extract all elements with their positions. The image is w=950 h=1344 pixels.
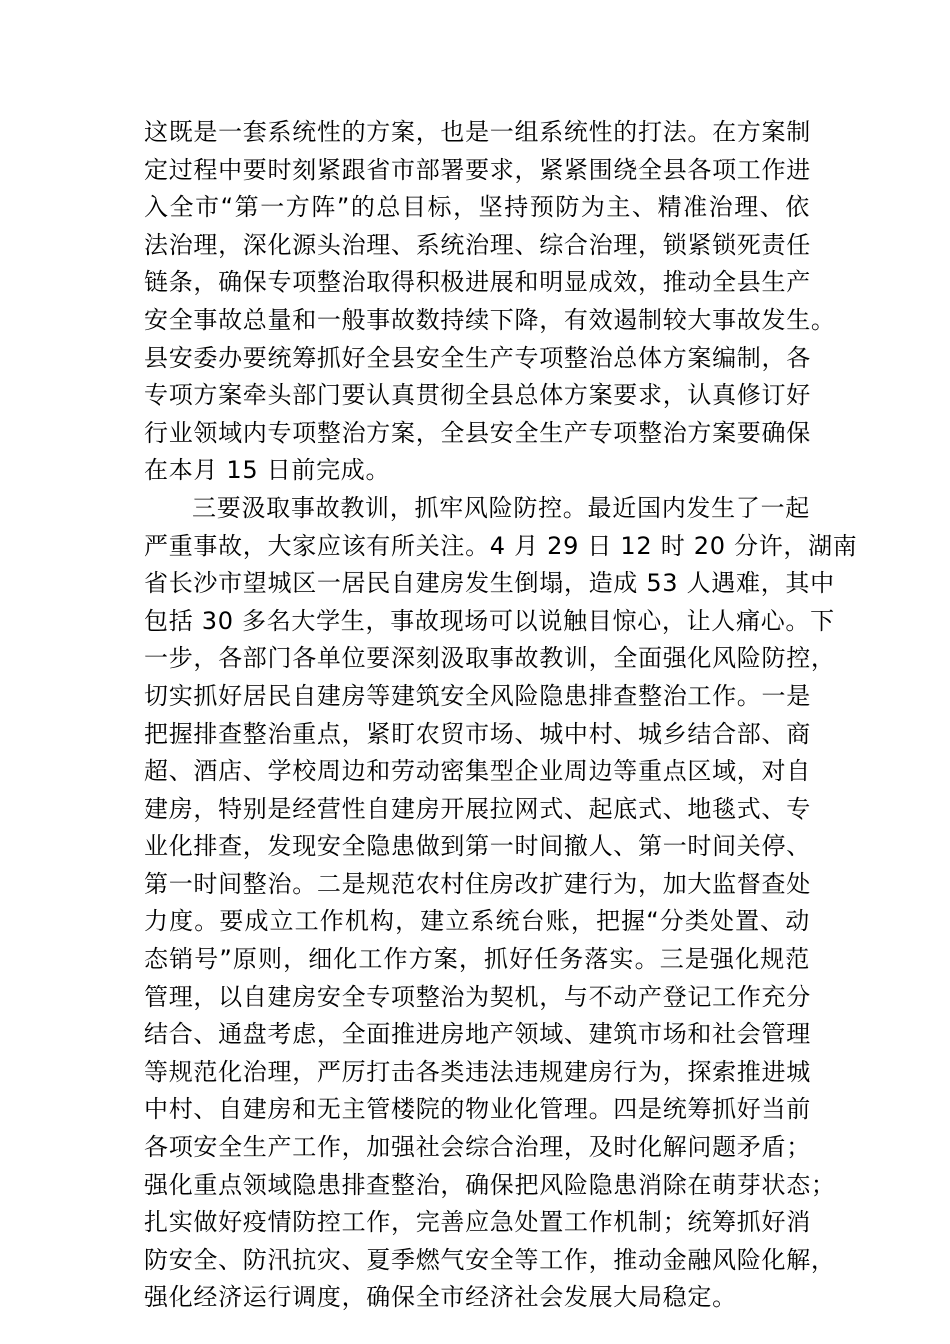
text-line: 中村、自建房和无主管楼院的物业化管理。四是统筹抓好当前 xyxy=(144,1095,811,1124)
text-line: 严重事故，大家应该有所关注。4 月 29 日 12 时 20 分许，湖南 xyxy=(144,531,858,560)
text-line: 把握排查整治重点，紧盯农贸市场、城中村、城乡结合部、商 xyxy=(144,719,811,748)
text-line: 包括 30 多名大学生，事故现场可以说触目惊心，让人痛心。下 xyxy=(144,606,835,635)
text-line: 力度。要成立工作机构，建立系统台账，把握“分类处置、动 xyxy=(144,907,810,936)
text-line: 建房，特别是经营性自建房开展拉网式、起底式、地毯式、专 xyxy=(144,794,811,823)
text-line: 省长沙市望城区一居民自建房发生倒塌，造成 53 人遇难，其中 xyxy=(144,569,835,598)
paragraph-continuation xyxy=(144,114,836,490)
paragraph-risk-prevention xyxy=(144,490,858,1317)
text-line: 第一时间整治。二是规范农村住房改扩建行为，加大监督查处 xyxy=(144,869,811,898)
text-line: 在本月 15 日前完成。 xyxy=(144,456,391,485)
text-line: 专项方案牵头部门要认真贯彻全县总体方案要求，认真修订好 xyxy=(144,381,811,410)
text-line: 三要汲取事故教训，抓牢风险防控。最近国内发生了一起 xyxy=(192,493,810,522)
text-line: 链条，确保专项整治取得积极进展和明显成效，推动全县生产 xyxy=(144,268,811,297)
text-line: 强化重点领域隐患排查整治，确保把风险隐患消除在萌芽状态； xyxy=(144,1170,836,1199)
text-line: 切实抓好居民自建房等建筑安全风险隐患排查整治工作。一是 xyxy=(144,681,811,710)
text-line: 态销号”原则，细化工作方案，抓好任务落实。三是强化规范 xyxy=(144,945,810,974)
text-line: 业化排查，发现安全隐患做到第一时间撤人、第一时间关停、 xyxy=(144,832,811,861)
text-line: 强化经济运行调度，确保全市经济社会发展大局稳定。 xyxy=(144,1283,737,1312)
text-line: 安全事故总量和一般事故数持续下降，有效遏制较大事故发生。 xyxy=(144,305,836,334)
text-line: 等规范化治理，严厉打击各类违法违规建房行为，探索推进城 xyxy=(144,1057,811,1086)
text-line: 行业领域内专项整治方案，全县安全生产专项整治方案要确保 xyxy=(144,418,811,447)
text-line: 县安委办要统筹抓好全县安全生产专项整治总体方案编制，各 xyxy=(144,343,811,372)
text-line: 定过程中要时刻紧跟省市部署要求，紧紧围绕全县各项工作进 xyxy=(144,155,811,184)
text-line: 法治理，深化源头治理、系统治理、综合治理，锁紧锁死责任 xyxy=(144,230,811,259)
text-line: 管理，以自建房安全专项整治为契机，与不动产登记工作充分 xyxy=(144,982,811,1011)
document-body xyxy=(144,114,858,1317)
text-line: 一步，各部门各单位要深刻汲取事故教训，全面强化风险防控， xyxy=(144,644,836,673)
text-line: 入全市“第一方阵”的总目标，坚持预防为主、精准治理、依 xyxy=(144,193,810,222)
text-line: 防安全、防汛抗灾、夏季燃气安全等工作，推动金融风险化解， xyxy=(144,1245,836,1274)
text-line: 结合、通盘考虑，全面推进房地产领域、建筑市场和社会管理 xyxy=(144,1020,811,1049)
text-line: 这既是一套系统性的方案，也是一组系统性的打法。在方案制 xyxy=(144,118,811,146)
text-line: 扎实做好疫情防控工作，完善应急处置工作机制；统筹抓好消 xyxy=(144,1208,811,1237)
text-line: 各项安全生产工作，加强社会综合治理，及时化解问题矛盾； xyxy=(144,1133,811,1162)
text-line: 超、酒店、学校周边和劳动密集型企业周边等重点区域，对自 xyxy=(144,757,811,786)
